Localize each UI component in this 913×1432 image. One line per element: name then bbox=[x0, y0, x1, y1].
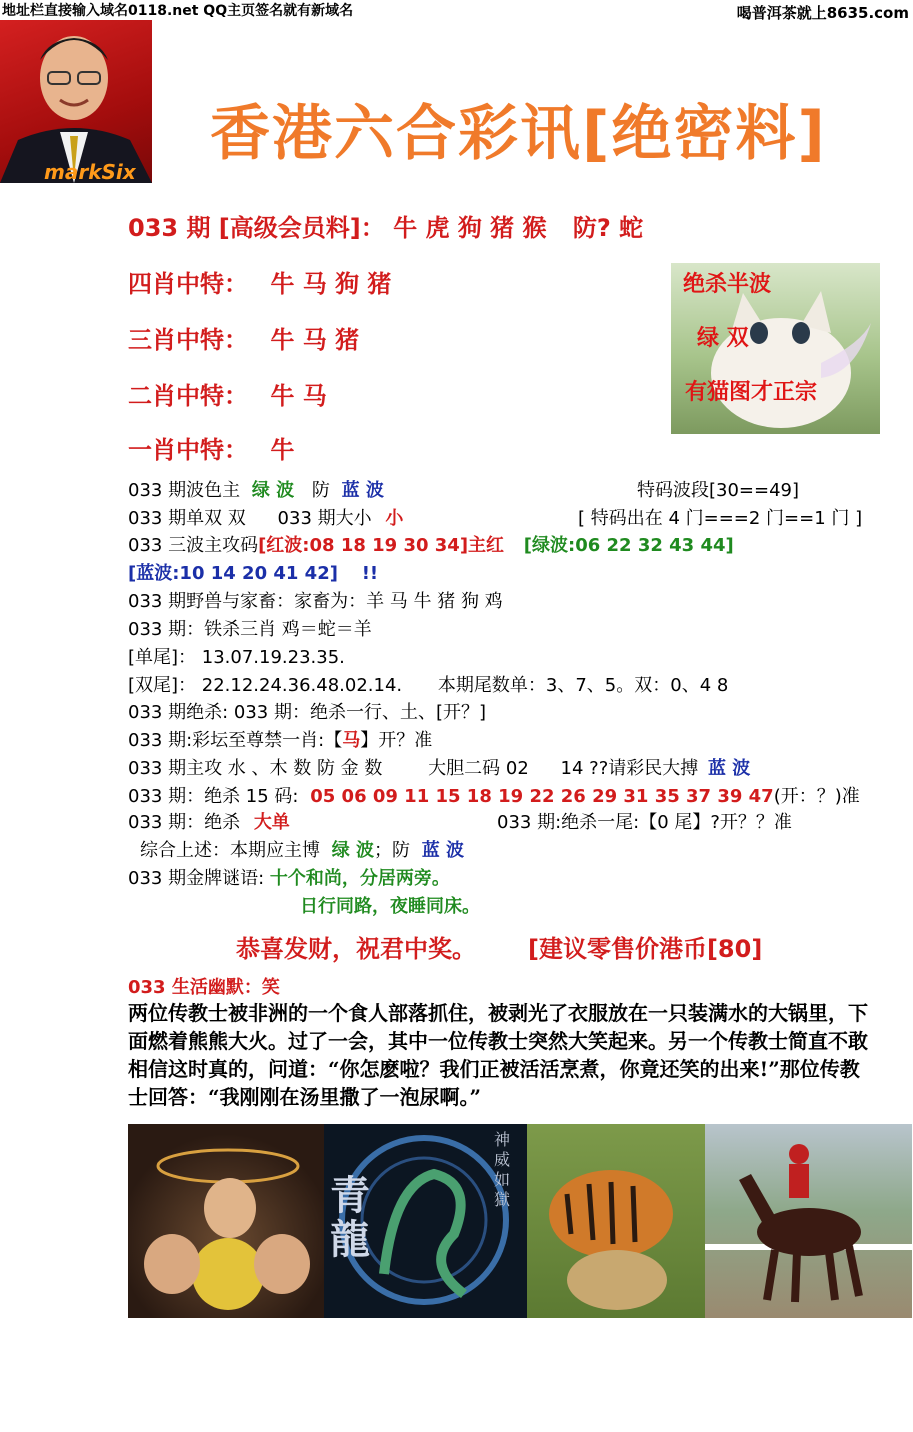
blue-wave: 蓝 波 bbox=[341, 480, 384, 501]
text: 033 期金牌谜语: bbox=[128, 868, 265, 889]
text: 综合上述：本期应主博 bbox=[140, 840, 320, 861]
riddle-part-2: 日行同路，夜睡同床。 bbox=[300, 896, 480, 917]
text: (开：？)准 bbox=[773, 786, 860, 807]
page-title: 香港六合彩讯[绝密料] bbox=[210, 99, 827, 169]
text: 033 期主攻 水 、木 数 防 金 数 bbox=[128, 758, 383, 779]
text: ；防 bbox=[374, 840, 411, 861]
horse-pick: 马 bbox=[342, 730, 361, 751]
beast-line: 033 期野兽与家畜：家畜为：羊 马 牛 猪 狗 鸡 bbox=[128, 591, 503, 612]
text: 033 期大小 bbox=[277, 508, 372, 529]
text: 防 bbox=[311, 480, 330, 501]
cat-caption-1: 绝杀半波 bbox=[683, 272, 772, 297]
even-tail-line bbox=[128, 671, 728, 697]
tea-site-notice: 喝普洱茶就上8635.com bbox=[736, 4, 909, 22]
portrait-illustration bbox=[0, 20, 152, 183]
text: 033 期波色主 bbox=[128, 480, 241, 501]
vip-line bbox=[128, 208, 643, 243]
vip-zodiac: 牛 虎 狗 猪 猴 bbox=[393, 214, 547, 242]
text: 】开？准 bbox=[360, 730, 433, 751]
cat-caption-2: 绿 双 bbox=[697, 326, 749, 351]
kill-three-line: 033 期：铁杀三肖 鸡＝蛇＝羊 bbox=[128, 619, 372, 640]
odd-even-line bbox=[128, 504, 403, 530]
text: 033 期：绝杀 bbox=[128, 812, 241, 833]
pick-label: 一肖中特： bbox=[128, 436, 248, 464]
blue-wave-line bbox=[128, 559, 378, 585]
kill-15-line bbox=[128, 782, 860, 808]
hamster-illustration bbox=[128, 1124, 324, 1318]
text: 033 期:彩坛至尊禁一肖:【 bbox=[128, 730, 343, 751]
pick-value: 牛 马 猪 bbox=[270, 326, 360, 354]
three-wave-line bbox=[128, 531, 734, 557]
kill-tail-line: 033 期:绝杀一尾:【0 尾】?开？？准 bbox=[497, 812, 792, 833]
humor-title: 033 生活幽默：笑 bbox=[128, 977, 280, 998]
text: 本期尾数单：3、7、5。双：0、4 8 bbox=[437, 675, 729, 696]
red-wave-numbers: [红波:08 18 19 30 34]主红 bbox=[258, 535, 505, 556]
vip-label: 033 期 [高级会员料]： bbox=[128, 214, 385, 242]
kill-line: 033 期绝杀: 033 期：绝杀一行、土、[开？] bbox=[128, 702, 486, 723]
humor-body: 两位传教士被非洲的一个食人部落抓住，被剥光了衣服放在一只装满水的大锅里，下面燃着熊熊大火。过了一会，其中一位传教士突然大笑起来。另一个传教士简直不敢相信这时真的，问道：“你怎麽啦？我们正被活活烹煮，你竟还笑的出来!”那位传教士回答：“我刚刚在汤里撒了一泡尿啊。” bbox=[128, 1001, 868, 1109]
text: 033 期单双 双 bbox=[128, 508, 246, 529]
exclaim: !! bbox=[361, 563, 379, 584]
pick-value: 牛 马 bbox=[270, 382, 327, 410]
dragon-side-text: 神威如獄 bbox=[494, 1130, 511, 1209]
pick-value: 牛 马 狗 猪 bbox=[270, 270, 392, 298]
vip-defense: 防? 蛇 bbox=[572, 214, 644, 242]
hamster-photo bbox=[128, 1124, 324, 1318]
domain-notice: 地址栏直接输入域名0118.net QQ主页签名就有新域名 bbox=[2, 3, 354, 19]
green-wave: 绿 波 bbox=[331, 840, 375, 861]
pick-label: 四肖中特： bbox=[128, 270, 248, 298]
pick-three bbox=[128, 320, 359, 355]
riddle-line bbox=[128, 864, 450, 890]
tiger-illustration bbox=[527, 1124, 705, 1318]
pick-four bbox=[128, 264, 391, 299]
pick-label: 二肖中特： bbox=[128, 382, 248, 410]
horse-photo bbox=[705, 1124, 912, 1318]
dragon-photo bbox=[324, 1124, 527, 1318]
congrats-text: 恭喜发财，祝君中奖。 bbox=[236, 935, 476, 963]
green-wave: 绿 波 bbox=[251, 480, 295, 501]
dragon-caption: 青龍 bbox=[330, 1172, 370, 1263]
riddle-line-2 bbox=[300, 892, 480, 918]
blue-wave: 蓝 波 bbox=[708, 758, 751, 779]
kill-big-line bbox=[128, 808, 290, 834]
summary-line bbox=[140, 836, 464, 862]
small-value: 小 bbox=[385, 508, 404, 529]
pick-two bbox=[128, 376, 327, 411]
horse-illustration bbox=[705, 1124, 912, 1318]
text: 033 期：绝杀 15 码: bbox=[128, 786, 299, 807]
text: 14 ??请彩民大搏 bbox=[560, 758, 699, 779]
odd-tail-line: [单尾]： 13.07.19.23.35. bbox=[128, 647, 345, 668]
wave-color-line bbox=[128, 476, 384, 502]
pick-one bbox=[128, 430, 294, 465]
photo-strip bbox=[128, 1124, 912, 1318]
blue-wave-numbers: [蓝波:10 14 20 41 42] bbox=[128, 563, 338, 584]
text: 033 三波主攻码 bbox=[128, 535, 259, 556]
big-odd: 大单 bbox=[253, 812, 290, 833]
pick-label: 三肖中特： bbox=[128, 326, 248, 354]
marksix-logo: markSix bbox=[44, 160, 136, 183]
special-range: 特码波段[30==49] bbox=[637, 480, 800, 501]
green-wave-numbers: [绿波:06 22 32 43 44] bbox=[523, 535, 734, 556]
text: [双尾]： 22.12.24.36.48.02.14. bbox=[128, 675, 403, 696]
door-line: [ 特码出在 4 门===2 门==1 门 ] bbox=[578, 508, 863, 529]
forbid-line bbox=[128, 726, 432, 752]
cat-caption-3: 有猫图才正宗 bbox=[685, 380, 818, 405]
price-text: [建议零售价港币[80] bbox=[528, 935, 763, 963]
blue-wave: 蓝 波 bbox=[421, 840, 465, 861]
kill-numbers: 05 06 09 11 15 18 19 22 26 29 31 35 37 39 47 bbox=[310, 786, 774, 807]
riddle-part-1: 十个和尚，分居两旁。 bbox=[269, 868, 450, 889]
pick-value: 牛 bbox=[270, 436, 295, 464]
cat-image bbox=[671, 263, 880, 434]
host-portrait bbox=[0, 20, 152, 183]
attack-line bbox=[128, 754, 750, 780]
text: 大胆二码 02 bbox=[428, 758, 529, 779]
tiger-photo bbox=[527, 1124, 705, 1318]
